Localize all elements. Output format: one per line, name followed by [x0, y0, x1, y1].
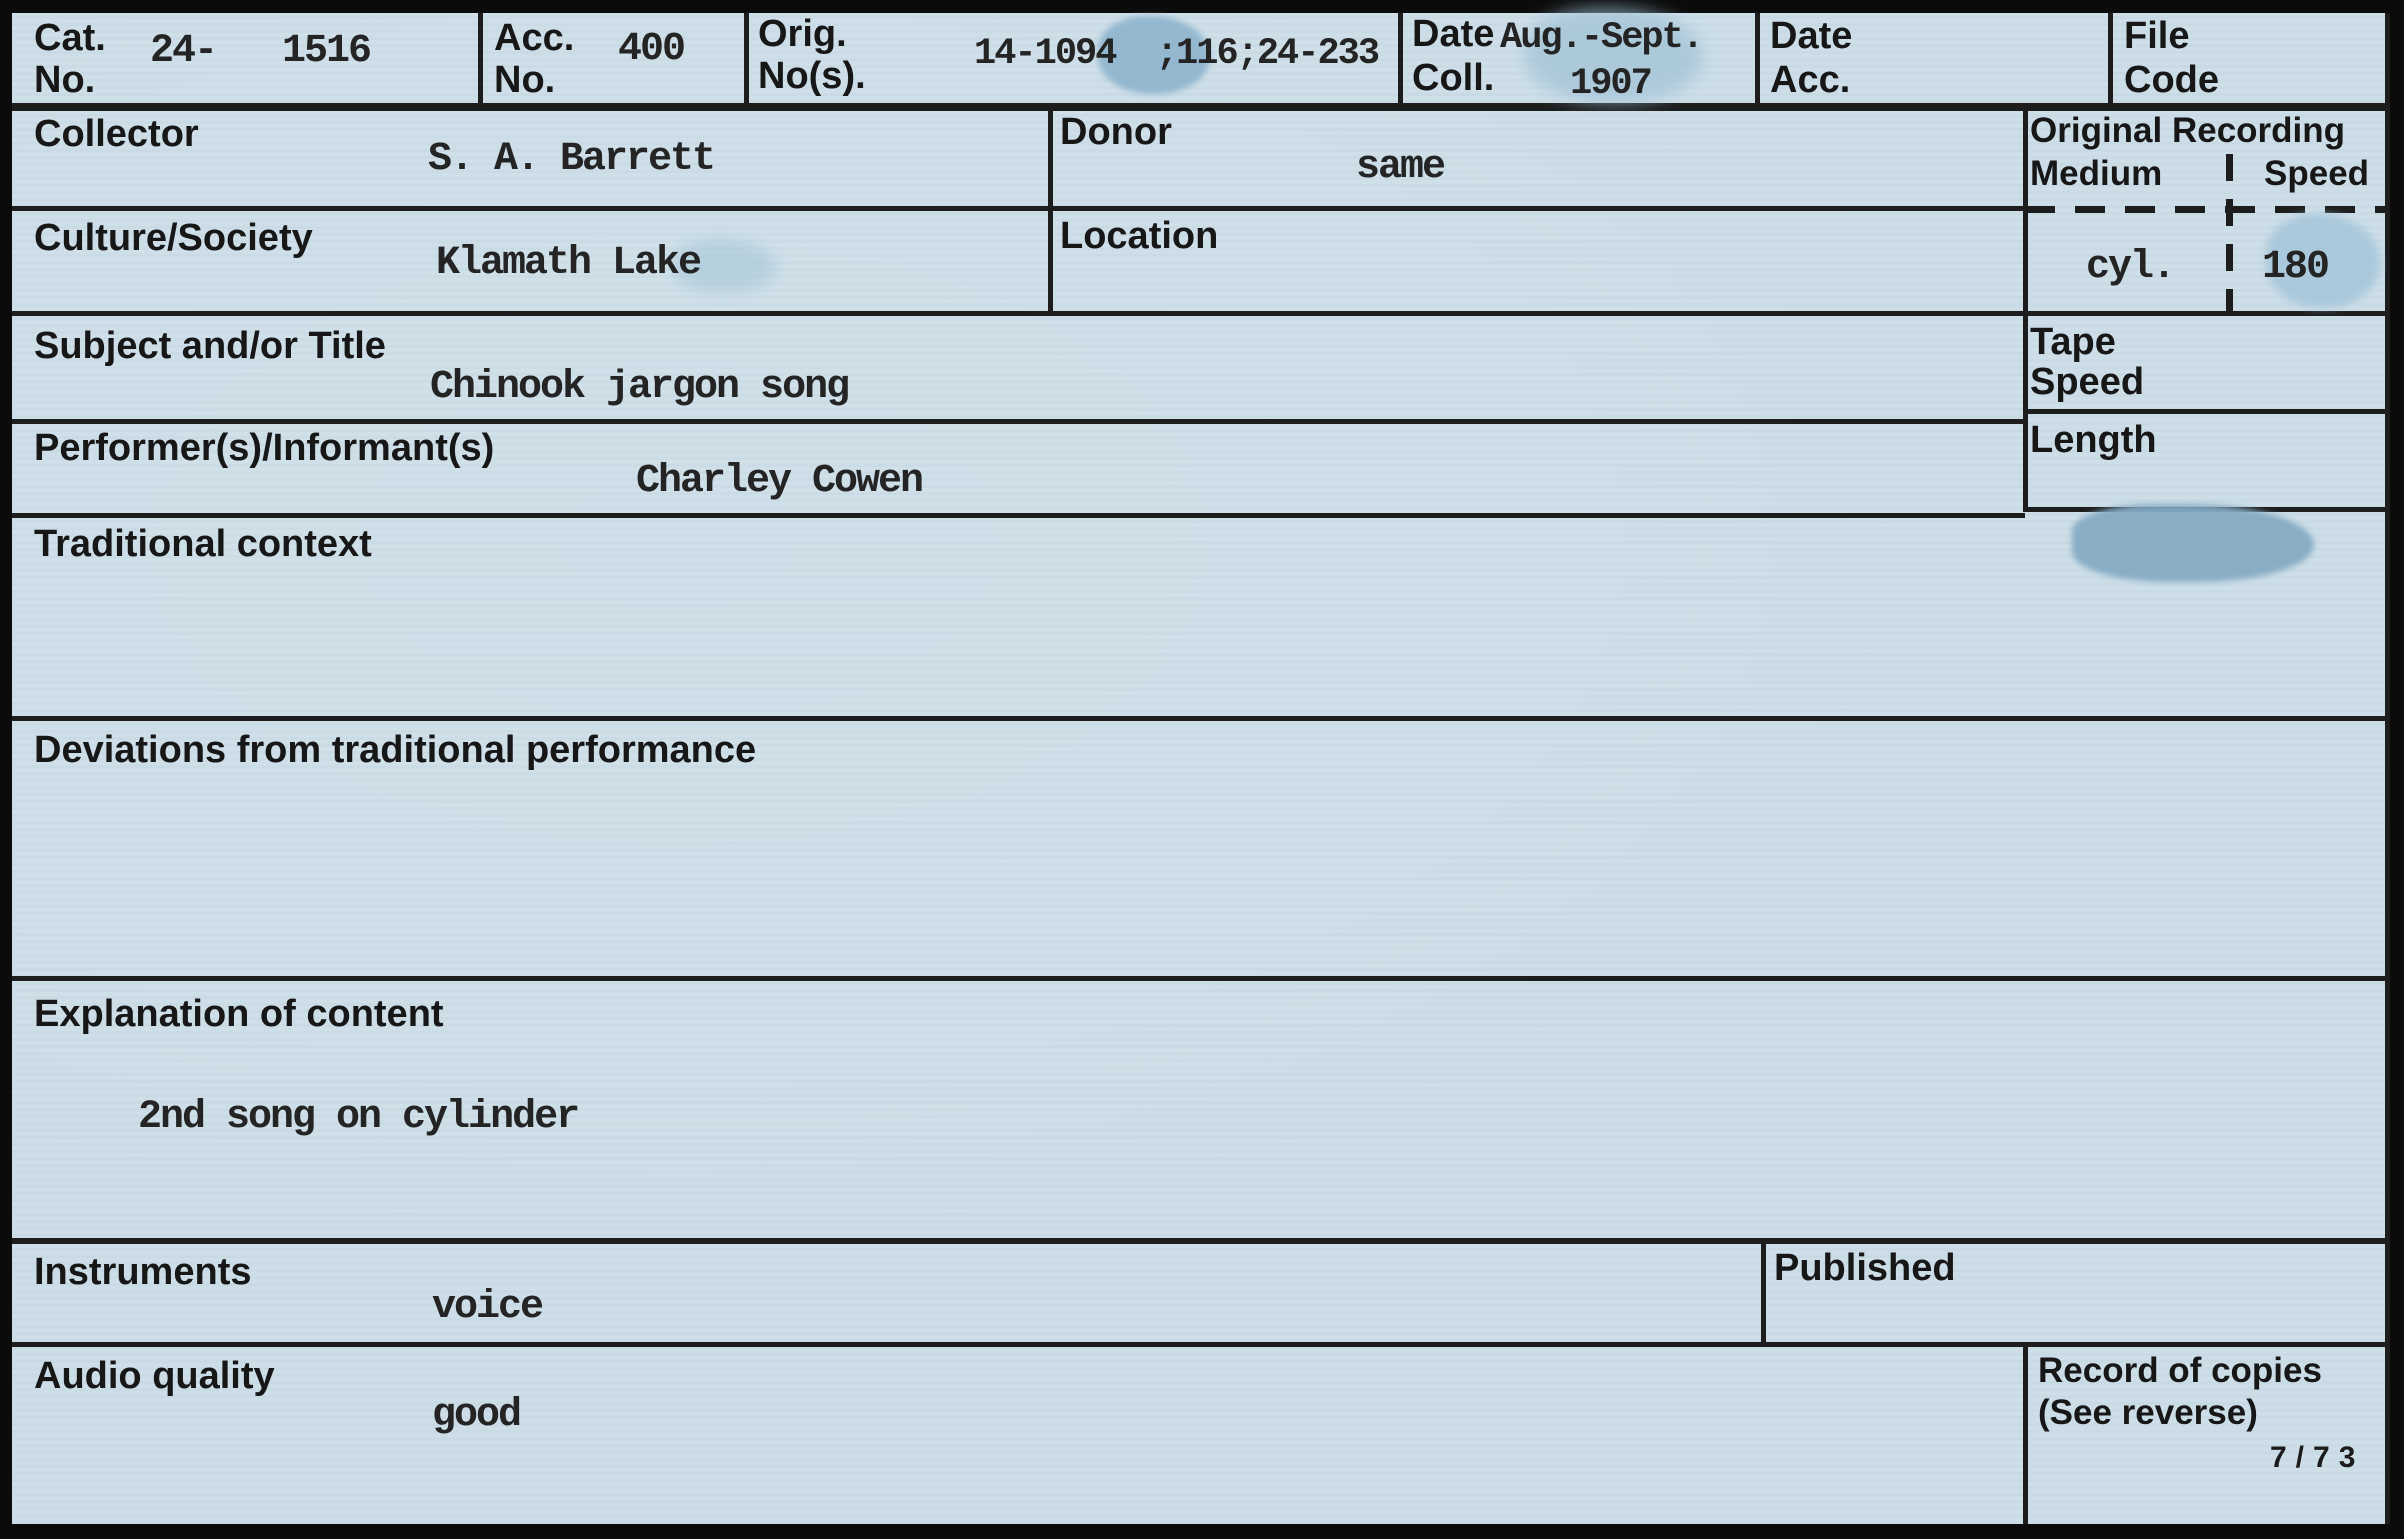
grid-line — [2385, 13, 2390, 1524]
grid-line — [12, 206, 2025, 211]
explanation-label: Explanation of content — [34, 993, 444, 1035]
culture-society-label: Culture/Society — [34, 217, 313, 259]
file-code-label-line2: Code — [2124, 59, 2219, 101]
location-label: Location — [1060, 215, 1219, 257]
date-acc-label-line2: Acc. — [1770, 59, 1851, 101]
record-of-copies-label-line2: (See reverse) — [2038, 1393, 2258, 1432]
instruments-label: Instruments — [34, 1251, 252, 1293]
culture-society-value: Klamath Lake — [436, 241, 701, 286]
ink-smudge — [2072, 504, 2314, 582]
grid-line — [1761, 1238, 1766, 1342]
performer-informant-value: Charley Cowen — [636, 459, 923, 504]
donor-label: Donor — [1060, 111, 1172, 153]
grid-line — [1048, 103, 1053, 311]
acc-no-label-line2: No. — [494, 59, 556, 101]
date-coll-label-line1: Date — [1412, 13, 1495, 55]
grid-line — [12, 976, 2390, 981]
form-revision-number: 7/73 — [2270, 1441, 2365, 1474]
grid-line — [1755, 13, 1760, 103]
cat-no-value: 24- 1516 — [150, 29, 371, 74]
orig-nos-value: 14-1094 ;116;24-233 — [974, 33, 1379, 75]
traditional-context-label: Traditional context — [34, 523, 372, 565]
cat-no-label-line2: No. — [34, 59, 96, 101]
subject-title-label: Subject and/or Title — [34, 325, 386, 367]
subject-title-value: Chinook jargon song — [430, 365, 849, 410]
tape-speed-label-line1: Tape — [2030, 321, 2116, 363]
grid-line — [2108, 13, 2113, 103]
date-coll-value-line1: Aug.-Sept. — [1500, 17, 1703, 59]
audio-quality-value: good — [432, 1393, 521, 1438]
grid-line — [478, 13, 483, 103]
grid-line — [12, 716, 2390, 721]
explanation-value: 2nd song on cylinder — [138, 1095, 579, 1140]
length-label: Length — [2030, 419, 2157, 461]
grid-line — [12, 419, 2025, 424]
grid-line-dashed — [2226, 154, 2233, 311]
original-recording-speed-label: Speed — [2264, 154, 2370, 193]
instruments-value: voice — [432, 1285, 543, 1330]
collector-value: S. A. Barrett — [428, 137, 715, 182]
catalog-card — [12, 13, 2390, 1524]
grid-line — [744, 13, 749, 103]
grid-line — [12, 311, 2390, 316]
date-coll-label-line2: Coll. — [1412, 57, 1495, 99]
acc-no-label-line1: Acc. — [494, 17, 575, 59]
grid-line — [1398, 13, 1403, 103]
grid-line-dashed — [2025, 206, 2390, 213]
collector-label: Collector — [34, 113, 199, 155]
grid-line — [12, 103, 2390, 111]
grid-line — [2023, 1342, 2028, 1524]
grid-line — [2025, 409, 2390, 414]
donor-value: same — [1356, 145, 1445, 190]
grid-line — [12, 513, 2025, 518]
deviations-label: Deviations from traditional performance — [34, 729, 757, 771]
tape-speed-label-line2: Speed — [2030, 361, 2145, 403]
grid-line — [12, 1342, 2390, 1347]
record-of-copies-label-line1: Record of copies — [2038, 1351, 2322, 1390]
recording-speed-value: 180 — [2262, 245, 2329, 290]
published-label: Published — [1774, 1247, 1956, 1289]
orig-nos-label-line2: No(s). — [758, 55, 866, 97]
recording-medium-value: cyl. — [2086, 245, 2175, 290]
original-recording-title: Original Recording — [2030, 111, 2346, 150]
cat-no-label-line1: Cat. — [34, 17, 106, 59]
acc-no-value: 400 — [618, 27, 685, 72]
audio-quality-label: Audio quality — [34, 1355, 275, 1397]
original-recording-medium-label: Medium — [2030, 154, 2163, 193]
performer-informant-label: Performer(s)/Informant(s) — [34, 427, 495, 469]
file-code-label-line1: File — [2124, 15, 2190, 57]
date-coll-value-line2: 1907 — [1570, 63, 1651, 105]
orig-nos-label-line1: Orig. — [758, 13, 847, 55]
grid-line — [2023, 103, 2028, 512]
date-acc-label-line1: Date — [1770, 15, 1853, 57]
grid-line — [12, 1238, 2390, 1244]
